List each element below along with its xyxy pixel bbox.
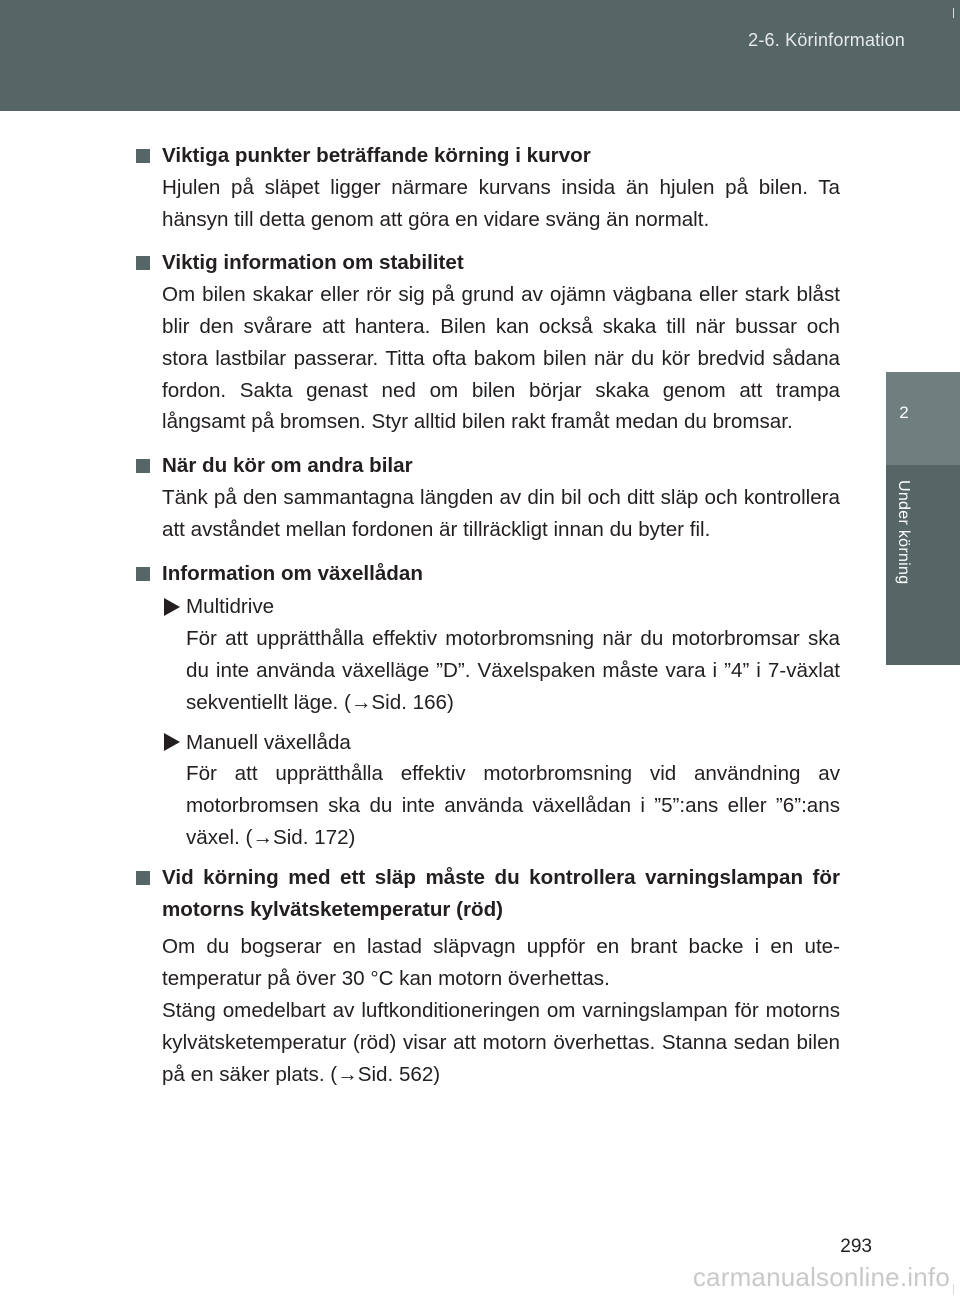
chapter-heading: 2-6. Körinformation	[748, 30, 905, 50]
watermark: carmanualsonline.info	[692, 1262, 950, 1292]
sub-item-title	[162, 727, 840, 759]
section-overtaking	[136, 450, 840, 545]
section-title	[136, 450, 840, 482]
triangle-right-icon	[164, 598, 180, 616]
triangle-right-icon	[164, 733, 180, 751]
section-title	[136, 140, 840, 172]
square-bullet-icon	[136, 567, 150, 581]
page-content	[136, 140, 840, 1102]
section-title-text: När du kör om andra bilar	[162, 454, 413, 478]
section-title-text: Information om växellådan	[162, 561, 423, 585]
section-transmission	[136, 558, 840, 854]
section-curves	[136, 140, 840, 235]
paragraph: Stäng omedelbart av luftkonditioneringen om varningslampan för motorns kylvätsketemperatur (röd) visar att motorn överhettas. Stanna sedan bilen på en säker plats. (→Sid. 562)	[162, 998, 840, 1086]
square-bullet-icon	[136, 459, 150, 473]
page-number: 293	[840, 1236, 872, 1257]
crop-mark	[953, 8, 954, 18]
paragraph: Tänk på den sammantagna längden av din bil och ditt släp och kontrollera att avståndet mellan fordonen är tillräckligt innan du byter fil.	[162, 485, 840, 541]
paragraph: Om du bogserar en lastad släpvagn uppför en brant backe i en ute-temperatur på över 30 °C kan motorn överhettas.	[162, 935, 840, 991]
paragraph: Hjulen på släpet ligger närmare kurvans insida än hjulen på bilen. Ta hänsyn till detta genom att göra en vidare sväng än normalt.	[162, 175, 840, 231]
sub-item-title-text: Manuell växellåda	[186, 730, 351, 754]
section-title	[136, 247, 840, 279]
sub-item-title	[162, 591, 840, 623]
sub-item-title-text: Multidrive	[186, 595, 275, 619]
section-stability	[136, 247, 840, 438]
section-coolant-warning	[136, 862, 840, 1091]
section-title-text: Vid körning med ett släp måste du kontrollera varningslampan för motorns kylvätsketemperatur (röd)	[162, 865, 840, 921]
header-band	[0, 0, 960, 111]
square-bullet-icon	[136, 149, 150, 163]
section-title	[136, 862, 840, 926]
square-bullet-icon	[136, 256, 150, 270]
crop-mark	[953, 1284, 954, 1294]
section-title-text: Viktig information om stabilitet	[162, 251, 464, 275]
chapter-tab-label: Under körning	[895, 480, 912, 585]
square-bullet-icon	[136, 871, 150, 885]
sub-item-manual	[162, 727, 840, 854]
section-title	[136, 558, 840, 590]
sub-item-multidrive	[162, 591, 840, 718]
section-title-text: Viktiga punkter beträffande körning i kurvor	[162, 144, 591, 167]
chapter-tab-number: 2	[899, 403, 909, 422]
sub-item-text: För att upprätthålla effektiv motorbromsning när du motorbromsar ska du inte använda växelläge ”D”. Växelspaken måste vara i ”4” i 7-växlat sekventiellt läge. (→Sid. 166)	[186, 627, 840, 714]
paragraph: Om bilen skakar eller rör sig på grund av ojämn vägbana eller stark blåst blir den svårare att hantera. Bilen kan också skaka till när bussar och stora lastbilar passerar. Titta ofta bakom bilen när du kör bredvid sådana fordon. Sakta genast ned om bilen börjar skaka genom att trampa långsamt på bromsen. Styr alltid bilen rakt framåt medan du bromsar.	[162, 283, 840, 434]
sub-item-text: För att upprätthålla effektiv motorbromsning vid användning av motorbromsen ska du inte använda växellådan i ”5”:ans eller ”6”:ans växel. (→Sid. 172)	[186, 762, 840, 849]
